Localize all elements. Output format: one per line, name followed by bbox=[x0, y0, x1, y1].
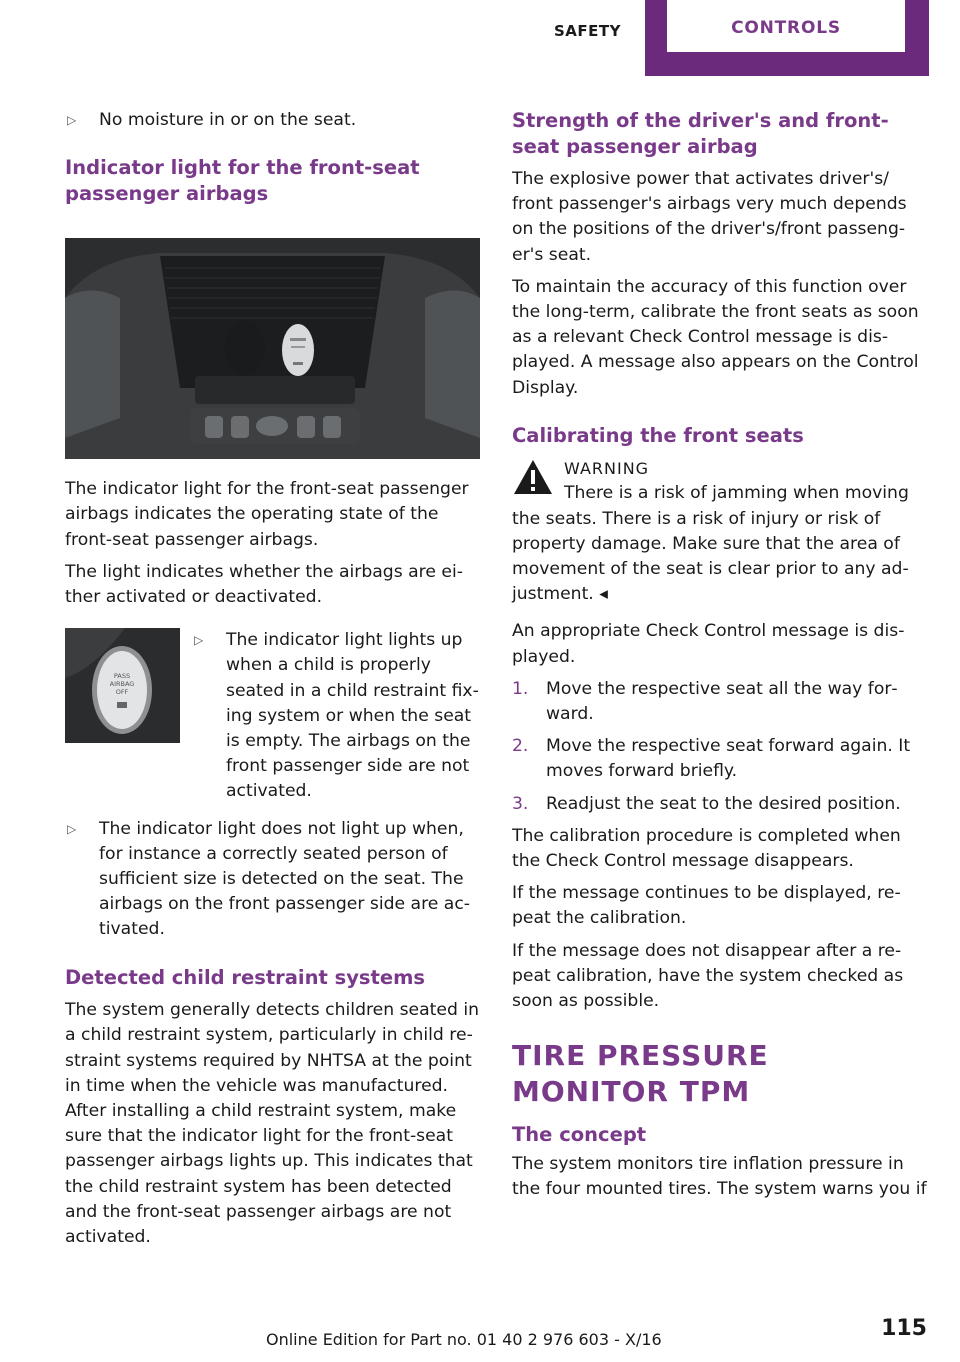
list-item: 1. Move the respective seat all the way for‐ward. bbox=[512, 678, 898, 724]
paragraph: The explosive power that activates driver's/ front passenger's airbags very much depends on the positions of the driver's/front passeng‐er's seat. bbox=[512, 169, 907, 265]
paragraph: To maintain the accuracy of this function over the long-term, calibrate the front seats as soon as a relevant Check Control message is dis‐played. A message also appears on the Control Display. bbox=[512, 276, 919, 398]
airbag-off-indicator-photo bbox=[65, 628, 180, 743]
paragraph: The system generally detects children seated in a child restraint system, particularly in child re‐straint systems required by NHTSA at the point in time when the vehicle was manufactured. After installing a child restraint system, make sure that the indicator light for the front-seat passenger airbags lights up. This indicates that the child restraint system has been detected and the front-seat passenger airbags are not activated. bbox=[65, 1000, 480, 1247]
thumb-label-airbag: AIRBAG bbox=[109, 680, 135, 689]
paragraph: If the message does not disappear after a re‐peat calibration, have the system checked as soon as possible. bbox=[512, 940, 904, 1011]
list-item: ▷ No moisture in or on the seat. bbox=[65, 108, 480, 133]
triangle-bullet-icon: ▷ bbox=[67, 821, 77, 836]
list-item: ▷ The indicator light does not light up when, for instance a correctly seated person of sufficient size is detected on the seat. The airbags on the front passenger side are ac‐tivated. bbox=[67, 818, 470, 940]
heading-airbag-strength: Strength of the driver's and front-seat passenger airbag bbox=[512, 109, 889, 158]
paragraph: The light indicates whether the airbags are ei‐ther activated or deactivated. bbox=[65, 561, 463, 608]
page-number: 115 bbox=[881, 1316, 927, 1341]
list-item: 2. Move the respective seat forward again. It moves forward briefly. bbox=[512, 736, 911, 782]
right-column bbox=[512, 108, 927, 1209]
list-item: ▷ The indicator light lights up when a child is properly seated in a child restraint fix‐ing system or when the seat is empty. The airbags on the front passenger side are not activated. bbox=[194, 630, 479, 802]
tab-safety[interactable]: SAFETY bbox=[554, 22, 621, 40]
edition-text: Online Edition for Part no. 01 40 2 976 603 - X/16 bbox=[266, 1330, 662, 1349]
warning-triangle-icon bbox=[512, 458, 554, 496]
chapter-tabs bbox=[0, 0, 960, 76]
heading-calibrating-seats: Calibrating the front seats bbox=[512, 423, 804, 447]
heading-indicator-light: Indicator light for the front-seat passenger airbags bbox=[65, 156, 420, 205]
triangle-bullet-icon: ▷ bbox=[194, 633, 204, 648]
indicator-thumb-row bbox=[65, 628, 480, 810]
heading-tire-pressure-monitor: TIRE PRESSURE MONITOR TPM bbox=[512, 1039, 769, 1109]
triangle-bullet-icon: ▷ bbox=[67, 113, 77, 127]
paragraph: The indicator light for the front-seat passenger airbags indicates the operating state of the front-seat passenger airbags. bbox=[65, 479, 469, 550]
heading-concept: The concept bbox=[512, 1123, 647, 1147]
warning-box bbox=[512, 456, 927, 607]
paragraph: The system monitors tire inflation pressure in the four mounted tires. The system warns you if bbox=[512, 1153, 927, 1199]
list-item: 3. Readjust the seat to the desired position. bbox=[512, 793, 901, 814]
tab-controls[interactable] bbox=[645, 0, 929, 76]
thumb-label-pass: PASS bbox=[113, 672, 131, 681]
warning-text: There is a risk of jamming when moving the seats. There is a risk of injury or risk of property damage. Make sure that the area of movement of the seat is clear prior to any ad‐justment. ◂ bbox=[512, 483, 909, 605]
paragraph: The calibration procedure is completed when the Check Control message disappears. bbox=[512, 825, 901, 871]
left-column bbox=[65, 108, 480, 1257]
paragraph: An appropriate Check Control message is dis‐played. bbox=[512, 621, 905, 667]
thumb-label-off: OFF bbox=[115, 688, 129, 697]
paragraph: If the message continues to be displayed, re‐peat the calibration. bbox=[512, 883, 901, 929]
warning-title: WARNING bbox=[564, 459, 650, 479]
heading-detected-child-restraint: Detected child restraint systems bbox=[65, 965, 425, 989]
headliner-photo bbox=[65, 238, 480, 459]
tab-controls-label: CONTROLS bbox=[667, 0, 905, 52]
